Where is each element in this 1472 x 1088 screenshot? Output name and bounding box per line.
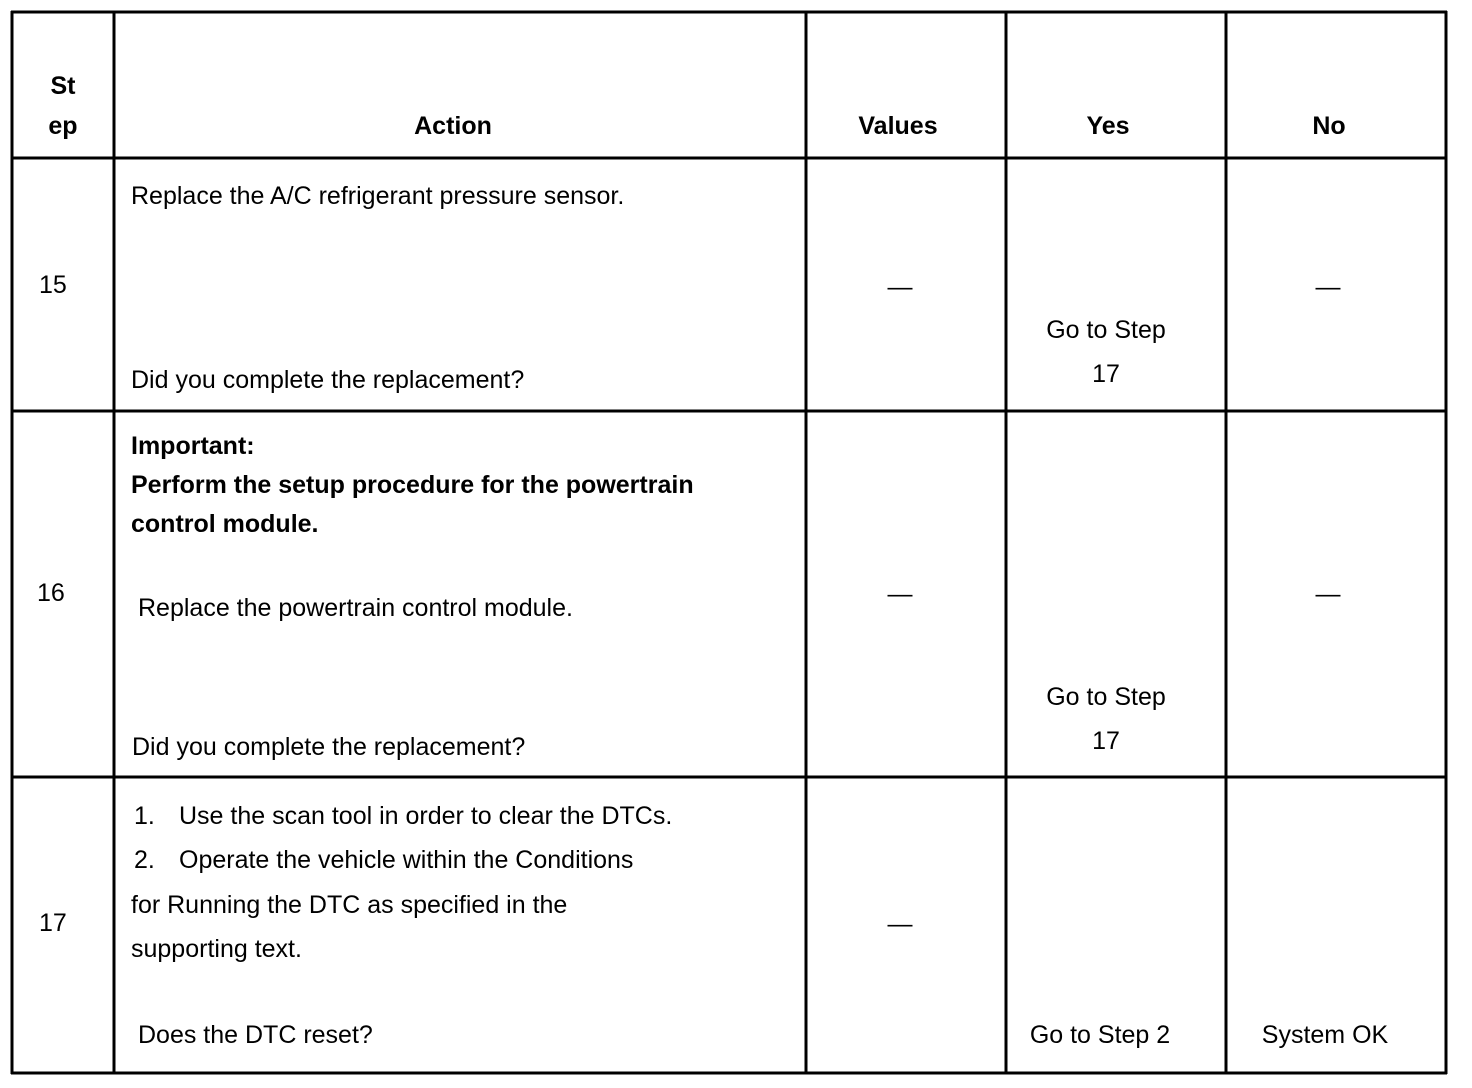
- header-values: Values: [858, 112, 938, 140]
- header-no: No: [1312, 112, 1346, 140]
- action-question: Did you complete the replacement?: [132, 733, 526, 761]
- header-action: Action: [414, 112, 492, 140]
- list-item-number: 1.: [134, 802, 155, 830]
- list-item-continuation: for Running the DTC as specified in the: [131, 891, 568, 919]
- no-cell: —: [1315, 273, 1341, 301]
- action-text: Replace the powertrain control module.: [138, 594, 573, 622]
- action-text: Replace the A/C refrigerant pressure sensor.: [131, 182, 625, 210]
- yes-cell-line1: Go to Step 2: [1029, 1021, 1171, 1049]
- important-label: Important:: [131, 432, 255, 460]
- values-cell: —: [887, 580, 913, 608]
- important-text-line1: Perform the setup procedure for the powertrain: [131, 471, 694, 499]
- action-question: Does the DTC reset?: [138, 1021, 373, 1049]
- step-number: 15: [39, 271, 67, 299]
- values-cell: —: [887, 910, 913, 938]
- no-cell: System OK: [1261, 1021, 1389, 1049]
- yes-cell-line1: Go to Step: [1046, 683, 1166, 711]
- header-step-line1: St: [50, 72, 76, 100]
- no-cell: —: [1315, 580, 1341, 608]
- values-cell: —: [887, 273, 913, 301]
- header-yes: Yes: [1086, 112, 1130, 140]
- list-item-text: Operate the vehicle within the Conditions: [179, 846, 634, 874]
- header-step-line2: ep: [48, 112, 78, 140]
- list-item-continuation: supporting text.: [131, 935, 302, 963]
- list-item-number: 2.: [134, 846, 155, 874]
- yes-cell-line2: 17: [1092, 727, 1120, 755]
- yes-cell-line1: Go to Step: [1046, 316, 1166, 344]
- important-text-line2: control module.: [131, 510, 319, 538]
- step-number: 17: [39, 909, 67, 937]
- list-item-text: Use the scan tool in order to clear the DTCs.: [179, 802, 673, 830]
- yes-cell-line2: 17: [1092, 360, 1120, 388]
- step-number: 16: [37, 579, 65, 607]
- action-question: Did you complete the replacement?: [131, 366, 525, 394]
